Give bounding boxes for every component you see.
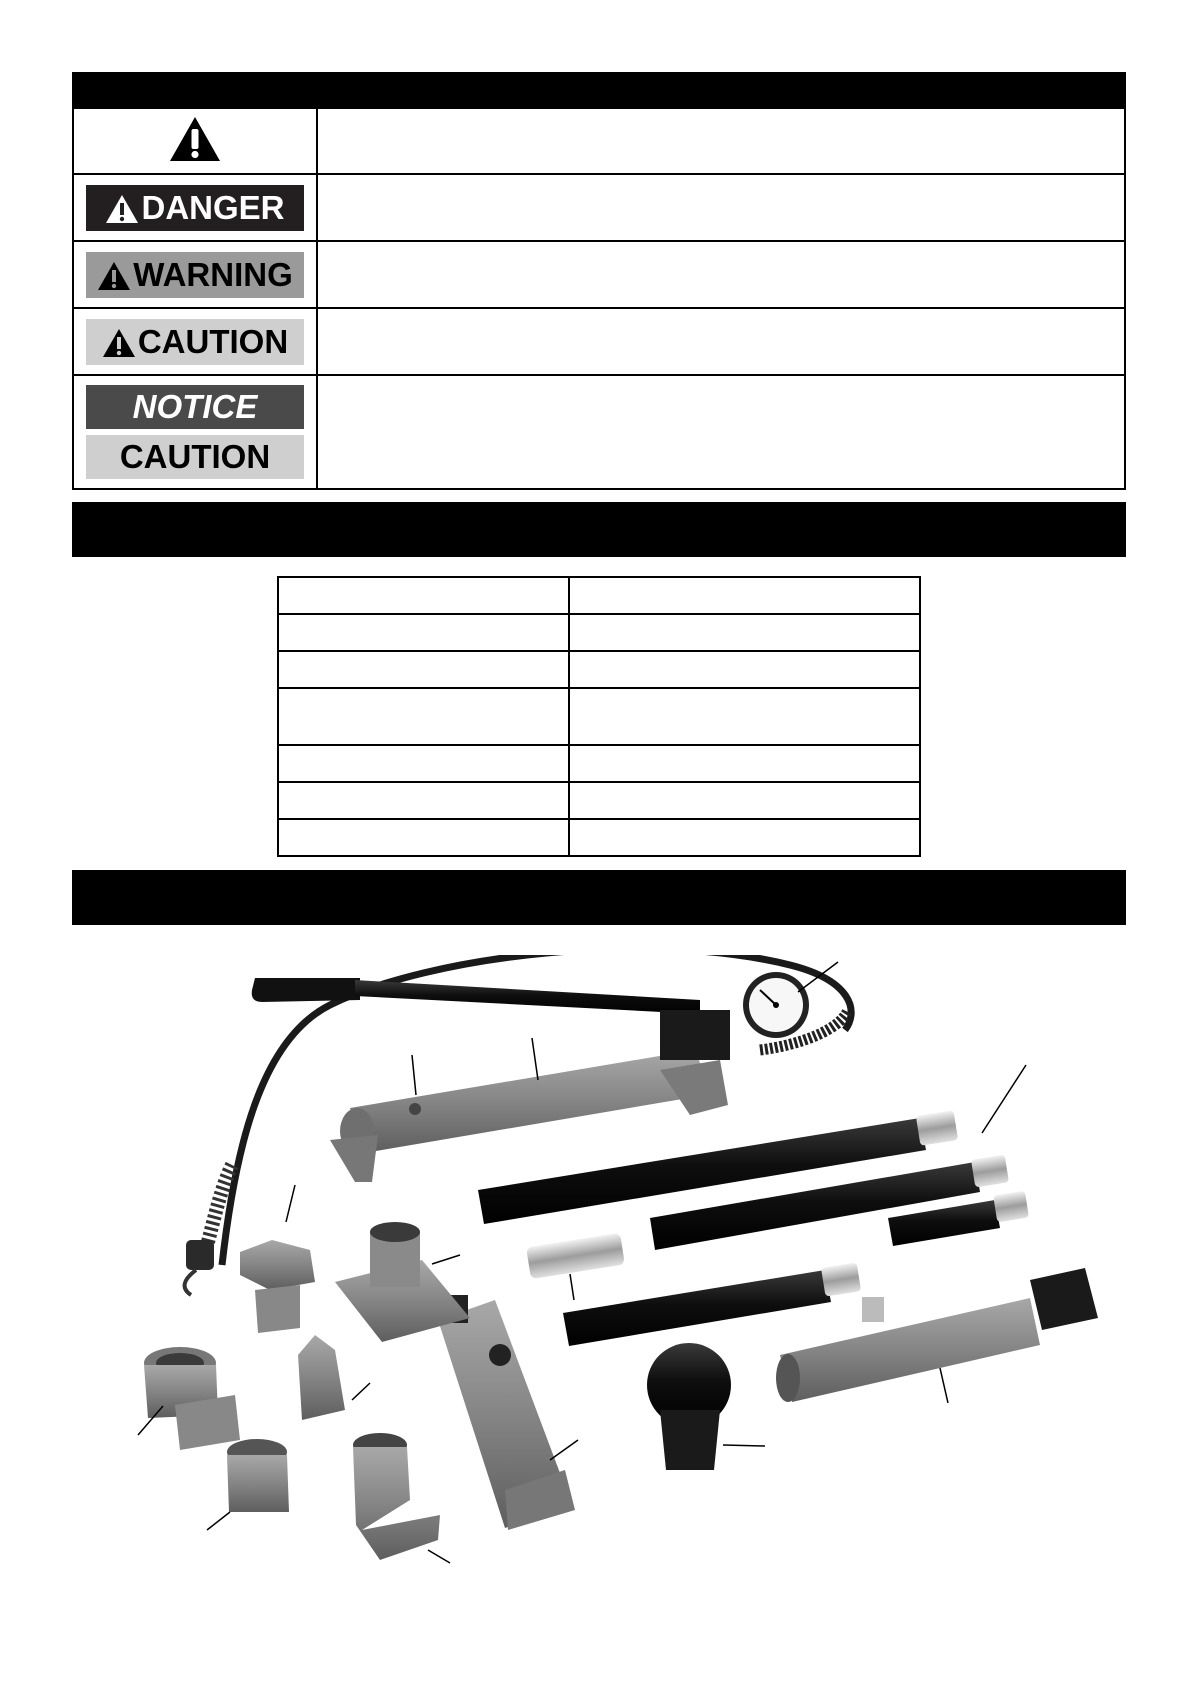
table-row <box>73 308 1125 375</box>
v-head <box>240 1240 315 1333</box>
components-header <box>72 870 1126 886</box>
table-row <box>73 241 1125 308</box>
spec-label <box>278 651 569 688</box>
extension-tubes <box>478 1110 1029 1346</box>
danger-description <box>317 174 1125 241</box>
spec-label <box>278 614 569 651</box>
table-row <box>278 614 920 651</box>
spec-label <box>278 688 569 745</box>
pressure-gauge <box>743 972 809 1038</box>
warning-description <box>317 241 1125 308</box>
symbols-header <box>72 72 1126 88</box>
spec-value <box>569 819 920 856</box>
spec-label <box>278 819 569 856</box>
spec-label <box>278 577 569 614</box>
table-row <box>278 782 920 819</box>
caution-no-symbol-signal-word: CAUTION <box>86 435 304 479</box>
ring-saddle <box>144 1347 240 1450</box>
symbols-header-bar <box>72 72 1126 108</box>
table-row <box>278 745 920 782</box>
flat-base <box>353 1433 440 1560</box>
notice-description <box>317 375 1125 489</box>
danger-label: DANGER <box>141 188 285 226</box>
rubber-head <box>647 1343 731 1470</box>
danger-signal-word <box>86 185 304 231</box>
specifications-header-bar <box>72 502 1126 557</box>
table-row <box>73 174 1125 241</box>
warning-label: WARNING <box>133 255 293 293</box>
hose-coupler <box>185 1240 214 1295</box>
signal-cell <box>73 375 317 489</box>
table-row <box>278 577 920 614</box>
components-header-bar <box>72 870 1126 925</box>
signal-cell <box>73 241 317 308</box>
male-connector <box>227 1439 289 1512</box>
signal-cell <box>73 308 317 375</box>
spec-value <box>569 651 920 688</box>
spec-value <box>569 577 920 614</box>
hydraulic-pump <box>330 1010 730 1182</box>
warning-signal-word <box>86 252 304 298</box>
signal-cell <box>73 174 317 241</box>
spec-label <box>278 745 569 782</box>
serrated-saddle <box>298 1335 345 1420</box>
wedge-spreader <box>438 1295 575 1530</box>
safety-alert-icon <box>97 261 131 291</box>
table-row <box>73 375 1125 489</box>
table-row <box>278 651 920 688</box>
spec-value <box>569 614 920 651</box>
specifications-header <box>72 502 1126 518</box>
safety-alert-icon <box>102 328 136 358</box>
caution-description <box>317 308 1125 375</box>
caution-signal-word <box>86 319 304 365</box>
safety-alert-icon <box>168 115 222 163</box>
spec-value <box>569 688 920 745</box>
safety-alert-icon <box>105 194 139 224</box>
symbol-cell <box>73 108 317 174</box>
symbol-description <box>317 108 1125 174</box>
spec-label <box>278 782 569 819</box>
table-row <box>73 108 1125 174</box>
spec-value <box>569 782 920 819</box>
safety-symbols-table <box>72 107 1126 490</box>
table-row <box>278 819 920 856</box>
specifications-table <box>277 576 921 857</box>
table-row <box>278 688 920 745</box>
spec-value <box>569 745 920 782</box>
notice-signal-word: NOTICE <box>86 385 304 429</box>
hydraulic-kit-illustration <box>120 955 1120 1595</box>
caution-label: CAUTION <box>137 322 289 360</box>
